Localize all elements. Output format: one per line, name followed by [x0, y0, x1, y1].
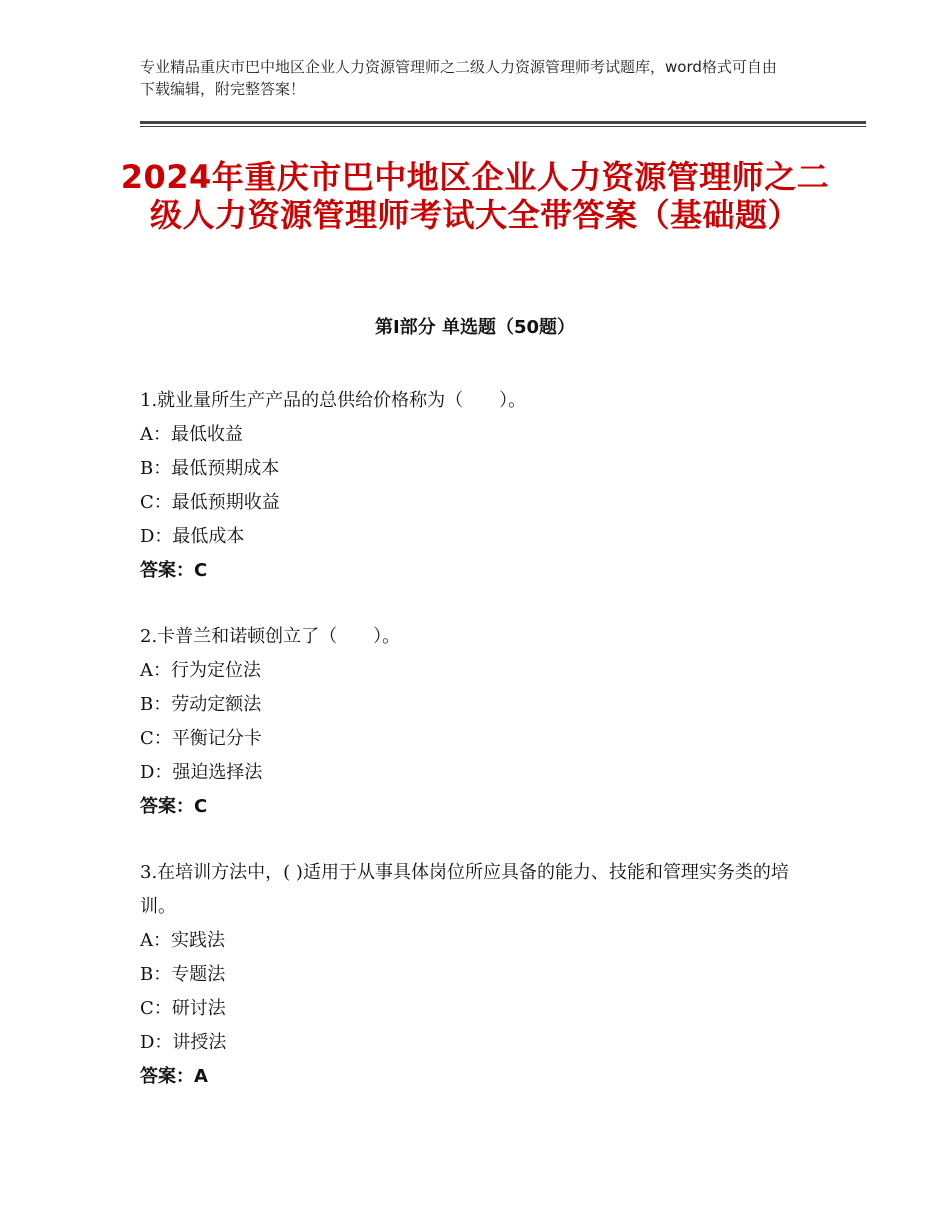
- option-a: A：行为定位法: [140, 660, 261, 681]
- option-c: C：平衡记分卡: [140, 728, 262, 749]
- question-list: [140, 384, 820, 1126]
- header-rule-thin: [140, 126, 866, 127]
- header-rule-thick: [140, 121, 866, 124]
- option-b: B：最低预期成本: [140, 458, 280, 479]
- header-note: 专业精品重庆市巴中地区企业人力资源管理师之二级人力资源管理师考试题库，word格式可自由下载编辑，附完整答案！: [140, 58, 777, 98]
- option-d: D：最低成本: [140, 526, 245, 547]
- question-stem: 2.卡普兰和诺顿创立了（ ）。: [140, 626, 401, 647]
- question-stem: 1.就业量所生产产品的总供给价格称为（ ）。: [140, 390, 527, 411]
- question-item: [140, 620, 820, 824]
- option-b: B：专题法: [140, 964, 226, 985]
- answer-line: 答案：C: [140, 560, 208, 581]
- section-title: 第Ⅰ部分 单选题（50题）: [374, 317, 575, 338]
- answer-line: 答案：A: [140, 1066, 208, 1087]
- question-item: [140, 384, 820, 588]
- question-item: [140, 856, 820, 1094]
- option-a: A：实践法: [140, 930, 225, 951]
- document-title: 2024年重庆市巴中地区企业人力资源管理师之二级人力资源管理师考试大全带答案（基础题）: [120, 158, 830, 234]
- option-a: A：最低收益: [140, 424, 243, 445]
- option-d: D：讲授法: [140, 1032, 227, 1053]
- option-c: C：研讨法: [140, 998, 226, 1019]
- option-d: D：强迫选择法: [140, 762, 263, 783]
- answer-line: 答案：C: [140, 796, 208, 817]
- question-stem: 3.在培训方法中，( )适用于从事具体岗位所应具备的能力、技能和管理实务类的培训。: [140, 862, 789, 917]
- option-c: C：最低预期收益: [140, 492, 280, 513]
- option-b: B：劳动定额法: [140, 694, 262, 715]
